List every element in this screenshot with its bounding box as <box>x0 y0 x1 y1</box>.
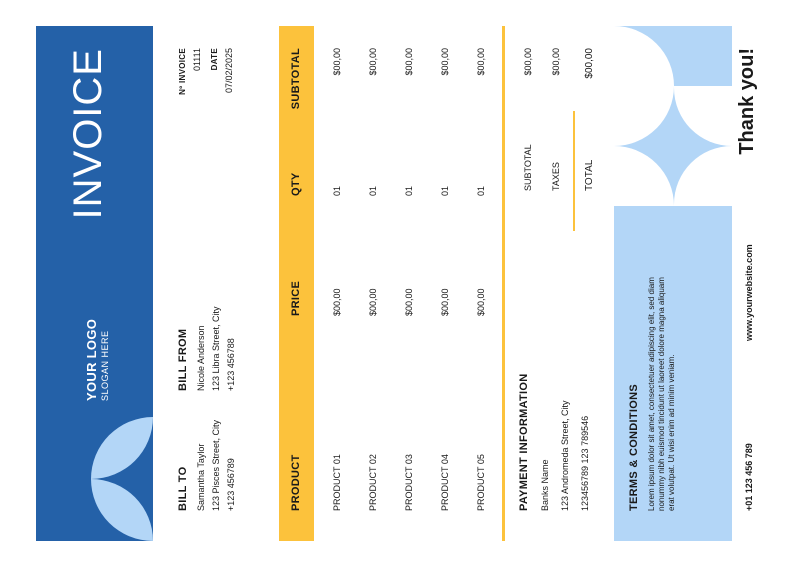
row-subtotal: $00,00 <box>332 48 342 76</box>
thank-you-text: Thank you! <box>736 48 758 155</box>
invoice-number-label: Nº INVOICE <box>178 48 187 95</box>
bill-from-phone: +123 456788 <box>226 338 236 391</box>
taxes-row <box>542 26 570 231</box>
bill-to-heading: BILL TO <box>177 466 189 511</box>
row-product: PRODUCT 03 <box>404 454 414 511</box>
payment-account: 123456789 123 789546 <box>580 415 590 511</box>
invoice-date-label: DATE <box>210 48 219 71</box>
total-value: $00,00 <box>584 48 595 79</box>
bill-to-name: Samantha Taylor <box>196 443 206 511</box>
terms-body: Lorem ipsum dolor sit amet, consectetuer adipiscing elit, sed diam nonummy nibh euismod tincidunt ut laoreet dolore magna aliquam erat volutpat. Ut wisi enim ad minim veniam. <box>647 277 676 511</box>
bill-from-heading: BILL FROM <box>177 328 189 391</box>
table-row <box>463 26 499 541</box>
row-product: PRODUCT 05 <box>476 454 486 511</box>
bill-to-address: 123 Pisces Street, City <box>211 419 221 511</box>
payment-info <box>516 374 595 512</box>
row-qty: 01 <box>368 185 378 196</box>
logo <box>84 319 110 401</box>
leaf-decoration <box>91 417 153 479</box>
row-qty: 01 <box>332 185 342 196</box>
bill-to-block <box>176 420 239 511</box>
invoice-sheet <box>36 26 766 541</box>
leaf-decoration <box>91 479 153 541</box>
payment-address: 123 Andromeda Street, City <box>560 400 570 511</box>
col-subtotal: SUBTOTAL <box>290 48 302 110</box>
total-label: TOTAL <box>584 159 595 191</box>
decorative-shape <box>614 146 674 206</box>
row-price: $00,00 <box>440 288 450 316</box>
decorative-shape <box>614 86 674 146</box>
row-qty: 01 <box>440 185 450 196</box>
row-qty: 01 <box>404 185 414 196</box>
invoice-title: INVOICE <box>66 48 110 220</box>
payment-heading: PAYMENT INFORMATION <box>518 373 530 511</box>
row-subtotal: $00,00 <box>440 48 450 76</box>
row-subtotal: $00,00 <box>476 48 486 76</box>
slogan-text: SLOGAN HERE <box>100 330 110 401</box>
subtotal-row <box>514 26 542 231</box>
table-row <box>427 26 463 541</box>
bill-from-address: 123 Libra Street, City <box>211 306 221 391</box>
footer-phone: +01 123 456 789 <box>744 443 754 511</box>
header-band <box>36 26 153 541</box>
subtotal-label: SUBTOTAL <box>523 144 533 191</box>
row-product: PRODUCT 01 <box>332 454 342 511</box>
col-qty: QTY <box>290 172 302 196</box>
row-price: $00,00 <box>332 288 342 316</box>
row-product: PRODUCT 04 <box>440 454 450 511</box>
row-product: PRODUCT 02 <box>368 454 378 511</box>
decorative-shape <box>614 26 674 86</box>
totals-block <box>514 26 604 231</box>
invoice-date: 07/02/2025 <box>224 48 234 94</box>
invoice-meta <box>176 48 240 95</box>
bill-from-name: Nicole Anderson <box>196 325 206 391</box>
table-row <box>391 26 427 541</box>
bill-from-block <box>176 306 239 391</box>
total-divider <box>573 111 575 231</box>
footer <box>736 26 766 541</box>
col-product: PRODUCT <box>290 454 302 511</box>
payment-bank: Banks Name <box>540 459 550 511</box>
footer-website[interactable]: www.yourwebsite.com <box>744 244 754 341</box>
decorative-shape <box>674 146 732 206</box>
terms-heading: TERMS & CONDITIONS <box>628 383 640 511</box>
row-price: $00,00 <box>404 288 414 316</box>
total-row <box>576 26 604 231</box>
taxes-value: $00,00 <box>551 48 561 76</box>
table-header <box>279 26 314 541</box>
col-price: PRICE <box>290 280 302 316</box>
table-row <box>319 26 355 541</box>
row-price: $00,00 <box>368 288 378 316</box>
logo-text: YOUR LOGO <box>84 318 99 401</box>
decorative-shape <box>674 86 732 146</box>
row-subtotal: $00,00 <box>404 48 414 76</box>
taxes-label: TAXES <box>551 162 561 191</box>
bill-to-phone: +123 456789 <box>226 458 236 511</box>
row-price: $00,00 <box>476 288 486 316</box>
row-subtotal: $00,00 <box>368 48 378 76</box>
terms-panel <box>614 26 732 541</box>
row-qty: 01 <box>476 185 486 196</box>
subtotal-value: $00,00 <box>523 48 533 76</box>
divider <box>502 26 505 541</box>
table-row <box>355 26 391 541</box>
invoice-number: 01111 <box>192 48 202 72</box>
